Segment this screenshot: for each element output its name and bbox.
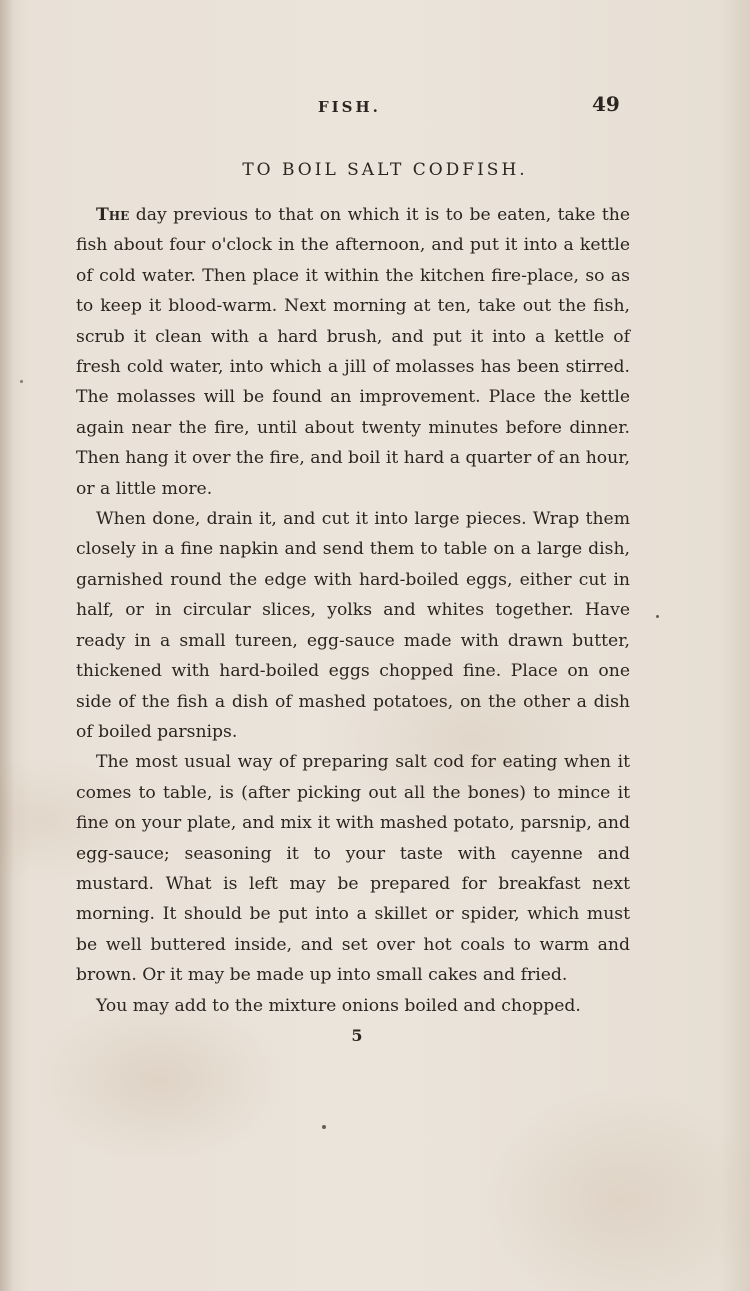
signature-mark: 5 (351, 1026, 363, 1045)
paragraph-1 (76, 200, 630, 504)
paragraph-text: day previous to that on which it is to be eaten, take the fish about four o'clock in the afternoon, and put it into a kettle of cold water. Then place it within the kitchen fire-place, so as to keep it blood-warm. Next morning at ten, take out the fish, scrub it clean with a hard brush, and put it into a kettle of fresh cold water, into which a jill of molasses has been stirred. The molasses will be found an improvement. Place the kettle again near the fire, until about twenty minutes before dinner. Then hang it over the fire, and boil it hard a quarter of an hour, or a little more. (76, 205, 630, 499)
running-head-title: FISH. (318, 98, 381, 116)
paragraph-3 (76, 747, 630, 990)
spine-shadow (0, 0, 14, 1291)
paragraph-text: You may add to the mixture onions boiled and chopped. (96, 995, 581, 1016)
page-number: 49 (592, 92, 620, 116)
paper-speck (322, 1125, 326, 1129)
paragraph-text: The most usual way of preparing salt cod for eating when it comes to table, is (after picking out all the bones) to mince it fine on your plate, and mix it with mashed potato, parsnip, and egg-sauce; seasoning it to your taste with cayenne and mustard. What is left may be prepared for breakfast next morning. It should be put into a skillet or spider, which must be well buttered inside, and set over hot coals to warm and brown. Or it may be made up into small cakes and fried. (76, 752, 630, 986)
recipe-title: TO BOIL SALT CODFISH. (242, 160, 528, 180)
running-head (0, 92, 750, 122)
paragraph-lead-word: The (96, 205, 130, 225)
paper-speck (20, 380, 23, 383)
paragraph-2 (76, 504, 630, 747)
paper-speck (656, 615, 659, 618)
recipe-body (76, 200, 630, 1021)
paragraph-4 (76, 991, 630, 1021)
paragraph-text: When done, drain it, and cut it into large pieces. Wrap them closely in a fine napkin and send them to table on a large dish, garnished round the edge with hard-boiled eggs, either cut in half, or in circular slices, yolks and whites together. Have ready in a small tureen, egg-sauce made with drawn butter, thickened with hard-boiled eggs chopped fine. Place on one side of the fish a dish of mashed potatoes, on the other a dish of boiled parsnips. (76, 509, 630, 742)
